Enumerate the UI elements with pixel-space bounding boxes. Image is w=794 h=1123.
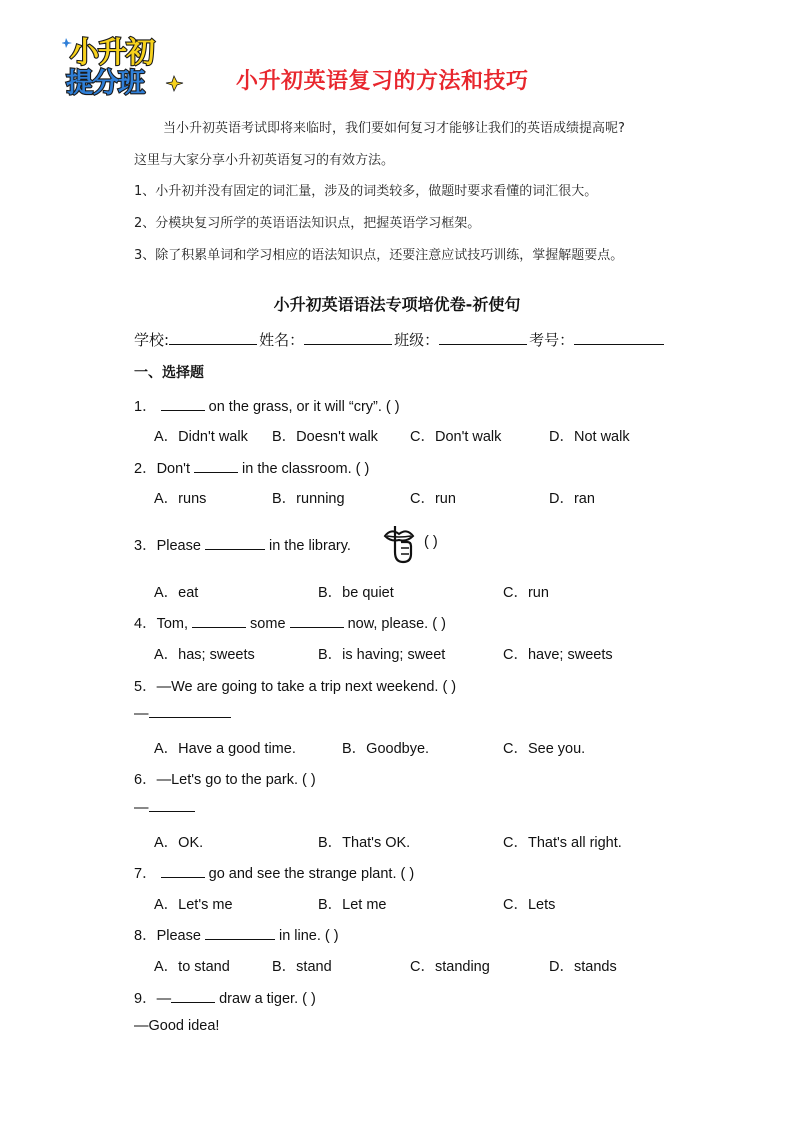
name-label: 姓名： [259,331,305,349]
question-number: 2． [134,461,157,477]
reply-line [134,705,231,722]
part-heading: 一、选择题 [134,365,204,381]
school-label: 学校: [134,331,170,349]
intro-line-2: 这里与大家分享小升初英语复习的有效方法。 [134,153,395,168]
tip-3: 3、除了积累单词和学习相应的语法知识点，还要注意应试技巧训练，掌握解题要点。 [134,248,624,263]
reply-line: —Good idea! [134,1018,220,1034]
option-b[interactable]: B．Doesn't walk [272,429,378,445]
document-title: 小升初英语复习的方法和技巧 [236,69,529,94]
name-field[interactable] [304,330,392,345]
tip-1: 1、小升初并没有固定的词汇量，涉及的词类较多，做题时要求看懂的词汇很大。 [134,184,598,199]
question-text: Please [156,538,205,554]
question-6 [134,768,316,789]
answer-blank[interactable] [192,615,246,628]
answer-blank[interactable] [149,799,195,812]
option-b[interactable]: B．That's OK. [318,835,411,851]
option-b[interactable]: B．running [272,491,345,507]
question-text: Don't [156,461,195,477]
answer-blank[interactable] [171,990,215,1003]
option-c[interactable]: C．See you. [503,741,586,757]
option-a[interactable]: A．Let's me [154,897,233,913]
option-c[interactable]: C．standing [410,959,490,975]
question-number: 1． [134,399,157,415]
question-text: Please [156,928,205,944]
answer-paren: ( ) [424,534,438,550]
answer-blank[interactable] [161,398,205,411]
svg-text:小升初: 小升初 [70,35,155,69]
option-d[interactable]: D．Not walk [549,429,630,445]
question-number: 6． [134,772,157,788]
question-1 [134,395,400,416]
question-number: 4． [134,616,157,632]
finger-on-lips-icon [381,522,417,566]
option-c[interactable]: C．Don't walk [410,429,502,445]
class-label: 班级： [394,331,440,349]
answer-blank[interactable] [149,705,231,718]
question-text: —We are going to take a trip next weekend. ( ) [156,679,457,695]
reply-dash: — [134,800,149,816]
answer-blank[interactable] [161,865,205,878]
question-text: in line. ( ) [274,928,339,944]
answer-blank[interactable] [205,927,275,940]
question-2 [134,457,369,478]
option-b[interactable]: B．Goodbye. [342,741,430,757]
option-a[interactable]: A．to stand [154,959,230,975]
option-a[interactable]: A．Have a good time. [154,741,296,757]
option-b[interactable]: B．Let me [318,897,387,913]
reply-dash: — [134,706,149,722]
question-number: 8． [134,928,157,944]
question-text: — [156,991,172,1007]
question-text: some [246,616,290,632]
answer-blank[interactable] [205,537,265,550]
question-text: in the library. [264,538,351,554]
option-b[interactable]: B．be quiet [318,585,394,601]
question-7 [134,862,414,883]
question-3 [134,534,351,555]
question-text: draw a tiger. ( ) [215,991,316,1007]
brand-logo [62,30,184,98]
question-text: now, please. ( ) [343,616,446,632]
question-number: 3． [134,538,157,554]
svg-text:提分班: 提分班 [66,68,144,98]
question-text: in the classroom. ( ) [238,461,370,477]
option-b[interactable]: B．is having; sweet [318,647,446,663]
question-text: go and see the strange plant. ( ) [204,866,415,882]
question-text: on the grass, or it will “cry”. ( ) [204,399,400,415]
school-field[interactable] [169,330,257,345]
question-text: —Let's go to the park. ( ) [156,772,316,788]
number-field[interactable] [574,330,664,345]
tip-2: 2、分模块复习所学的英语语法知识点，把握英语学习框架。 [134,216,481,231]
answer-blank[interactable] [290,615,344,628]
option-b[interactable]: B．stand [272,959,332,975]
number-label: 考号： [529,331,575,349]
question-8 [134,924,339,945]
option-d[interactable]: D．stands [549,959,617,975]
option-a[interactable]: A．Didn't walk [154,429,248,445]
option-c[interactable]: C．run [503,585,549,601]
question-number: 7． [134,866,157,882]
answer-blank[interactable] [194,460,238,473]
intro-line-1: 当小升初英语考试即将来临时，我们要如何复习才能够让我们的英语成绩提高呢? [163,121,625,136]
class-field[interactable] [439,330,527,345]
option-d[interactable]: D．ran [549,491,595,507]
option-c[interactable]: C．have; sweets [503,647,613,663]
question-text: Tom, [156,616,193,632]
option-a[interactable]: A．has; sweets [154,647,255,663]
option-c[interactable]: C．Lets [503,897,556,913]
exam-title: 小升初英语语法专项培优卷-祈使句 [273,295,521,314]
option-c[interactable]: C．run [410,491,456,507]
question-4 [134,612,446,633]
option-c[interactable]: C．That's all right. [503,835,622,851]
question-number: 5． [134,679,157,695]
reply-line [134,799,195,816]
option-a[interactable]: A．eat [154,585,199,601]
option-a[interactable]: A．OK. [154,835,204,851]
question-9 [134,987,316,1008]
option-a[interactable]: A．runs [154,491,207,507]
student-info-row [134,329,666,350]
question-5 [134,675,456,696]
question-number: 9． [134,991,157,1007]
